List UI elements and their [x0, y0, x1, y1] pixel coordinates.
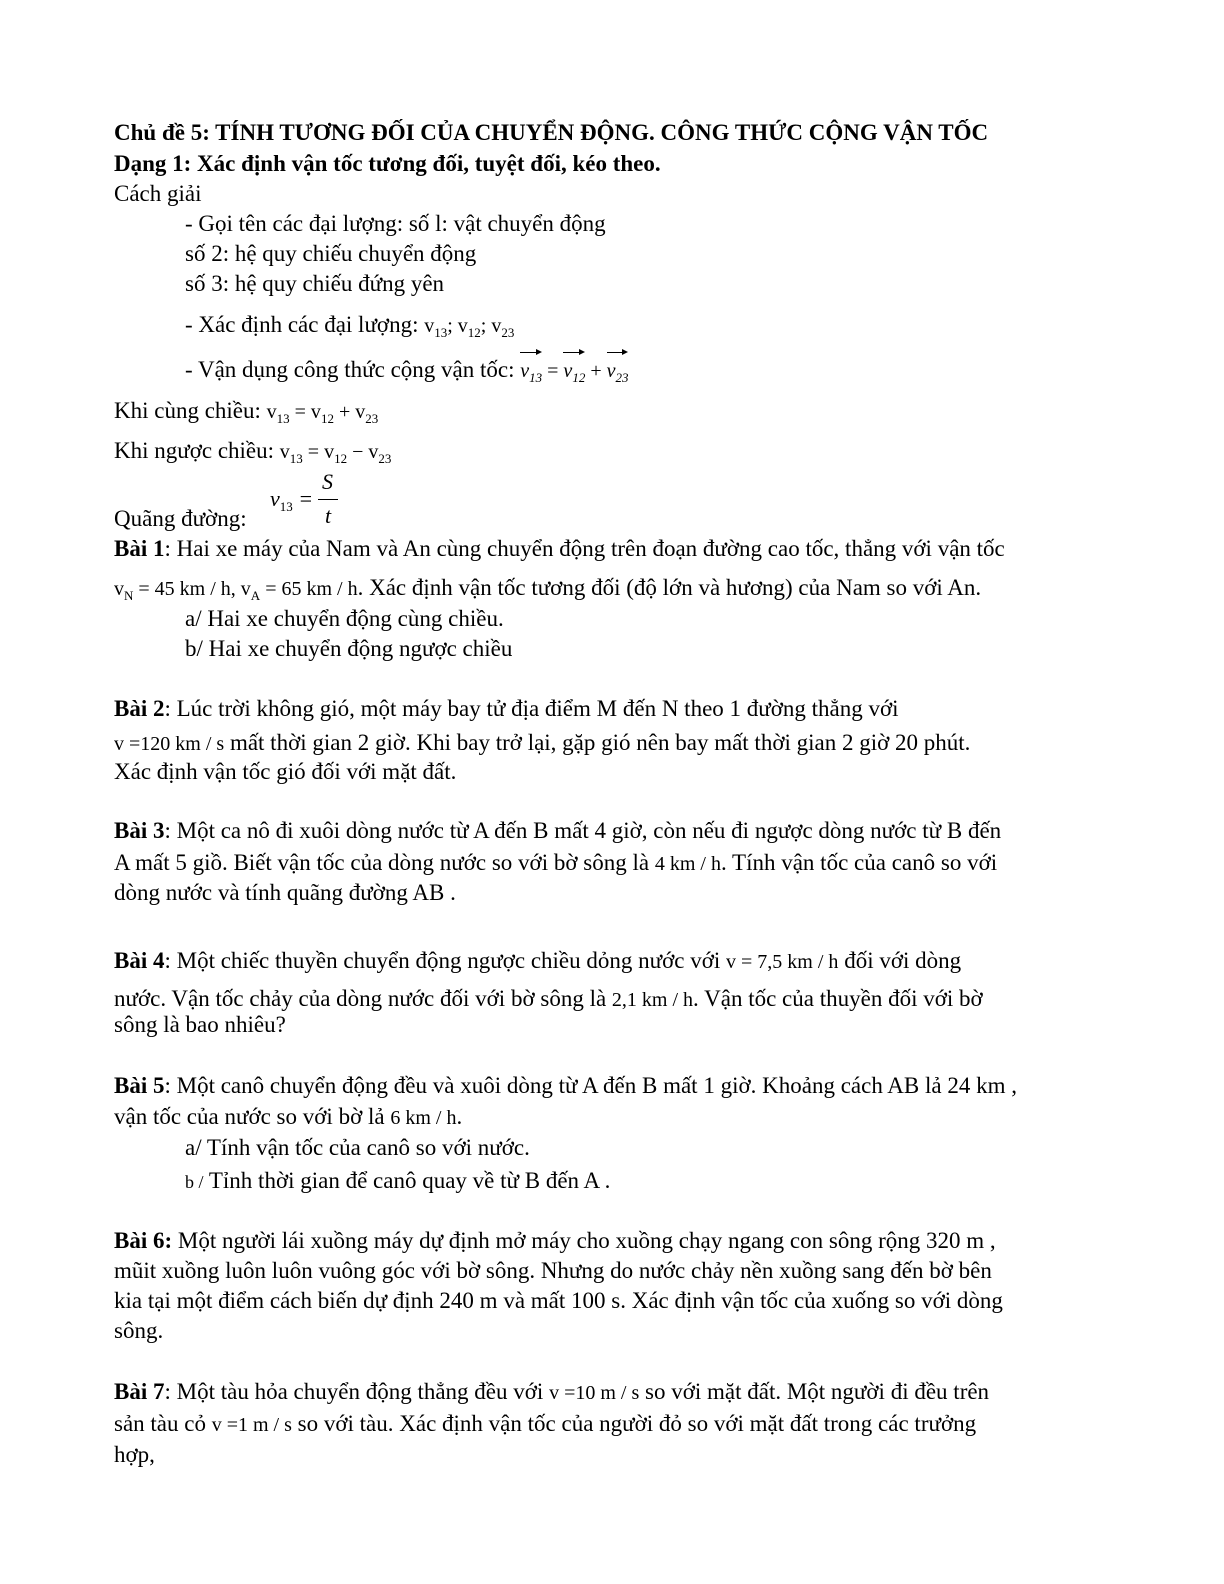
same-direction-formula: $v_{13} = v_{12} + v_{23}$	[266, 401, 379, 426]
exercise-6-text-1: Một người lái xuồng máy dự định mở máy cho xuồng chạy ngang con sông rộng 320 m ,	[172, 1228, 996, 1253]
exercise-3-formula: 4 km / h	[654, 853, 721, 875]
exercise-6-line-4: sông.	[114, 1318, 164, 1343]
exercise-7-text-2a: sản tàu cỏ	[114, 1411, 206, 1436]
same-direction-label: Khi cùng chiều:	[114, 398, 261, 423]
exercise-7-line-1	[114, 1379, 989, 1406]
exercise-7-line-3: hợp,	[114, 1442, 155, 1467]
vector-formula: $v_{13} = v_{12} + v_{23}$	[520, 360, 629, 385]
exercise-1-line-2	[114, 575, 981, 602]
exercise-5-formula: 6 km / h	[390, 1107, 457, 1129]
exercise-7-line-2	[114, 1411, 976, 1438]
method-step-5	[185, 357, 628, 384]
exercise-1-text-1: : Hai xe máy của Nam và An cùng chuyển động trên đoạn đường cao tốc, thẳng với vận tốc	[164, 536, 1005, 561]
exercise-5-part-b-label: b /	[185, 1172, 204, 1192]
exercise-1-line-1	[114, 536, 1005, 562]
distance-label: Quãng đường:	[114, 506, 247, 531]
exercise-4-text-1: : Một chiếc thuyền chuyển động ngược chiều dỏng nước với	[164, 948, 721, 973]
exercise-4-line-1	[114, 948, 961, 975]
exercise-3-line-1	[114, 818, 1001, 844]
distance-formula-denominator: t	[325, 503, 332, 528]
method-step-3: số 3: hệ quy chiếu đứng yên	[185, 271, 445, 296]
exercise-4-text-2b: . Vận tốc của thuyền đối với bờ	[693, 986, 983, 1011]
exercise-5-line-2	[114, 1104, 462, 1131]
distance-formula-lhs: $v_{13}$ =	[270, 486, 314, 514]
exercise-6-label: Bài 6:	[114, 1228, 173, 1253]
exercise-4-text-1b: đối với dòng	[844, 948, 962, 973]
exercise-7-text-2b: so với tàu. Xác định vận tốc của người đỏ so với mặt đất trong các trưởng	[297, 1411, 977, 1436]
method-step-1: - Gọi tên các đại lượng: số l: vật chuyển động	[185, 211, 606, 236]
method-step-4	[185, 312, 514, 339]
exercise-7-label: Bài 7	[114, 1379, 165, 1404]
exercise-4-line-3: sông là bao nhiêu?	[114, 1012, 286, 1037]
exercise-5-part-b-text: Tỉnh thời gian để canô quay về từ B đến A .	[208, 1168, 611, 1193]
exercise-3-label: Bài 3	[114, 818, 165, 843]
distance-formula-numerator: S	[322, 469, 333, 494]
exercise-5-text-1: : Một canô chuyển động đều và xuôi dòng từ A đến B mất 1 giờ. Khoảng cách AB lả 24 km ,	[164, 1073, 1017, 1098]
method-heading: Cách giải	[114, 181, 202, 206]
exercise-4-formula: v = 7,5 km / h	[726, 951, 839, 973]
exercise-1-part-b: b/ Hai xe chuyển động ngược chiều	[185, 636, 513, 661]
exercise-2-text-2: mất thời gian 2 giờ. Khi bay trở lại, gặp gió nên bay mất thời gian 2 giờ 20 phút.	[229, 730, 971, 755]
method-step-5-label: - Vận dụng công thức cộng vận tốc:	[185, 357, 515, 382]
exercise-1-part-a: a/ Hai xe chuyển động cùng chiều.	[185, 606, 504, 631]
exercise-7-formula-2: v =1 m / s	[211, 1414, 292, 1436]
exercise-5-line-1	[114, 1073, 1017, 1099]
exercise-3-text-2a: A mất 5 giồ. Biết vận tốc của dòng nước so với bờ sông là	[114, 850, 650, 875]
exercise-4-formula-2: 2,1 km / h	[611, 989, 694, 1011]
exercise-2-line-1	[114, 696, 899, 722]
exercise-4-label: Bài 4	[114, 948, 165, 973]
exercise-5-label: Bài 5	[114, 1073, 165, 1098]
exercise-4-text-2a: nước. Vận tốc chảy của dòng nước đối với bờ sông là	[114, 986, 607, 1011]
exercise-3-line-2	[114, 850, 997, 877]
exercise-6-line-2: mũit xuồng luôn luôn vuông góc với bờ sông. Nhưng do nước chảy nền xuồng sang đến bờ bên	[114, 1258, 992, 1283]
method-step-4-label: - Xác định các đại lượng:	[185, 312, 419, 337]
exercise-1-label: Bài 1	[114, 536, 165, 561]
exercise-3-line-3: dòng nước và tính quãng đường AB .	[114, 880, 456, 905]
exercise-6-line-3: kia tại một điểm cách biến dự định 240 m và mất 100 s. Xác định vận tốc của xuống so với dòng	[114, 1288, 1003, 1313]
exercise-1-formula-part-2: = 65 km / h	[265, 578, 358, 600]
opposite-direction-formula: $v_{13} = v_{12} - v_{23}$	[279, 441, 392, 466]
fraction-bar	[318, 499, 338, 500]
exercise-2-line-3: Xác định vận tốc gió đối với mặt đất.	[114, 759, 457, 784]
exercise-1-text-2: . Xác định vận tốc tương đối (độ lớn và hương) của Nam so với An.	[357, 575, 982, 600]
quantities-formula: $v_{13}$; $v_{12}$; $v_{23}$	[424, 315, 515, 340]
exercise-3-text-2b: . Tính vận tốc của canô so với	[720, 850, 998, 875]
exercise-5-part-a: a/ Tính vận tốc của canô so với nước.	[185, 1135, 530, 1160]
method-step-2: số 2: hệ quy chiếu chuyển động	[185, 241, 477, 266]
exercise-4-line-2	[114, 986, 983, 1013]
exercise-7-text-1b: so với mặt đất. Một người đi đều trên	[645, 1379, 990, 1404]
exercise-2-formula: v =120 km / s	[114, 733, 225, 755]
opposite-direction-line	[114, 438, 391, 465]
section-heading: Dạng 1: Xác định vận tốc tương đối, tuyệt đối, kéo theo.	[114, 151, 661, 176]
exercise-2-text-1: : Lúc trời không gió, một máy bay tử địa điểm M đến N theo 1 đường thẳng với	[164, 696, 899, 721]
exercise-6-line-1	[114, 1228, 996, 1254]
exercise-2-line-2	[114, 730, 970, 757]
exercise-5-part-b	[185, 1168, 610, 1195]
exercise-2-label: Bài 2	[114, 696, 165, 721]
exercise-7-formula: v =10 m / s	[549, 1382, 640, 1404]
exercise-3-text-1: : Một ca nô đi xuôi dòng nước từ A đến B mất 4 giờ, còn nếu đi ngược dòng nước từ B đến	[164, 818, 1002, 843]
same-direction-line	[114, 398, 378, 425]
exercise-7-text-1: : Một tàu hỏa chuyển động thẳng đều với	[164, 1379, 544, 1404]
exercise-1-formula: $v_N = 45$ km / h, $v_A = 65$ km / h	[114, 578, 358, 603]
page-title: Chủ đề 5: TÍNH TƯƠNG ĐỐI CỦA CHUYỂN ĐỘNG. CÔNG THỨC CỘNG VẬN TỐC	[114, 120, 989, 145]
exercise-5-text-2b: .	[456, 1104, 463, 1129]
opposite-direction-label: Khi ngược chiều:	[114, 438, 275, 463]
exercise-5-text-2a: vận tốc của nước so với bờ lả	[114, 1104, 385, 1129]
exercise-1-formula-part-1: = 45 km / h, v	[138, 578, 251, 600]
